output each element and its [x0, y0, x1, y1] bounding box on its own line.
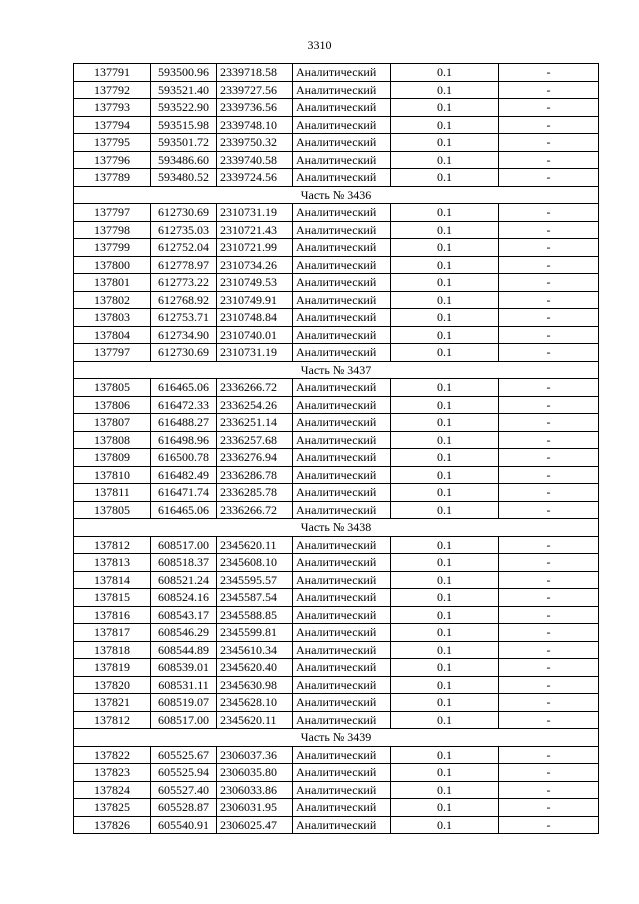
method-cell: Аналитический: [293, 449, 391, 467]
point-number-cell: 137822: [74, 746, 151, 764]
y-coordinate-cell: 2336286.78: [217, 466, 293, 484]
point-number-cell: 137795: [74, 134, 151, 152]
method-cell: Аналитический: [293, 501, 391, 519]
x-coordinate-cell: 605528.87: [151, 799, 217, 817]
point-number-cell: 137818: [74, 641, 151, 659]
table-row: [74, 326, 599, 344]
table-row: [74, 816, 599, 834]
precision-cell: 0.1: [391, 134, 499, 152]
y-coordinate-cell: 2339718.58: [217, 64, 293, 82]
section-heading: Часть № 3439: [74, 729, 599, 747]
x-coordinate-cell: 612735.03: [151, 221, 217, 239]
x-coordinate-cell: 616498.96: [151, 431, 217, 449]
y-coordinate-cell: 2345620.11: [217, 536, 293, 554]
precision-cell: 0.1: [391, 169, 499, 187]
point-number-cell: 137824: [74, 781, 151, 799]
y-coordinate-cell: 2336285.78: [217, 484, 293, 502]
table-row: [74, 466, 599, 484]
precision-cell: 0.1: [391, 466, 499, 484]
x-coordinate-cell: 612753.71: [151, 309, 217, 327]
table-row: [74, 344, 599, 362]
x-coordinate-cell: 612734.90: [151, 326, 217, 344]
precision-cell: 0.1: [391, 746, 499, 764]
description-cell: -: [499, 536, 599, 554]
point-number-cell: 137797: [74, 204, 151, 222]
point-number-cell: 137799: [74, 239, 151, 257]
method-cell: Аналитический: [293, 99, 391, 117]
point-number-cell: 137823: [74, 764, 151, 782]
precision-cell: 0.1: [391, 501, 499, 519]
description-cell: -: [499, 274, 599, 292]
y-coordinate-cell: 2306037.36: [217, 746, 293, 764]
table-row: [74, 606, 599, 624]
precision-cell: 0.1: [391, 221, 499, 239]
description-cell: -: [499, 641, 599, 659]
point-number-cell: 137796: [74, 151, 151, 169]
method-cell: Аналитический: [293, 641, 391, 659]
x-coordinate-cell: 616488.27: [151, 414, 217, 432]
description-cell: -: [499, 326, 599, 344]
point-number-cell: 137814: [74, 571, 151, 589]
method-cell: Аналитический: [293, 379, 391, 397]
precision-cell: 0.1: [391, 99, 499, 117]
section-heading-row: [74, 729, 599, 747]
description-cell: -: [499, 571, 599, 589]
y-coordinate-cell: 2345599.81: [217, 624, 293, 642]
x-coordinate-cell: 608517.00: [151, 536, 217, 554]
precision-cell: 0.1: [391, 711, 499, 729]
precision-cell: 0.1: [391, 431, 499, 449]
method-cell: Аналитический: [293, 484, 391, 502]
point-number-cell: 137808: [74, 431, 151, 449]
x-coordinate-cell: 612773.22: [151, 274, 217, 292]
point-number-cell: 137819: [74, 659, 151, 677]
table-row: [74, 676, 599, 694]
method-cell: Аналитический: [293, 256, 391, 274]
description-cell: -: [499, 554, 599, 572]
point-number-cell: 137816: [74, 606, 151, 624]
x-coordinate-cell: 612730.69: [151, 204, 217, 222]
section-heading: Часть № 3436: [74, 186, 599, 204]
table-row: [74, 484, 599, 502]
description-cell: -: [499, 239, 599, 257]
x-coordinate-cell: 593500.96: [151, 64, 217, 82]
x-coordinate-cell: 605527.40: [151, 781, 217, 799]
description-cell: -: [499, 414, 599, 432]
precision-cell: 0.1: [391, 676, 499, 694]
y-coordinate-cell: 2306031.95: [217, 799, 293, 817]
description-cell: -: [499, 606, 599, 624]
point-number-cell: 137794: [74, 116, 151, 134]
y-coordinate-cell: 2339727.56: [217, 81, 293, 99]
y-coordinate-cell: 2339748.10: [217, 116, 293, 134]
method-cell: Аналитический: [293, 326, 391, 344]
method-cell: Аналитический: [293, 799, 391, 817]
precision-cell: 0.1: [391, 291, 499, 309]
point-number-cell: 137807: [74, 414, 151, 432]
y-coordinate-cell: 2310734.26: [217, 256, 293, 274]
point-number-cell: 137805: [74, 379, 151, 397]
y-coordinate-cell: 2306025.47: [217, 816, 293, 834]
x-coordinate-cell: 616465.06: [151, 379, 217, 397]
point-number-cell: 137791: [74, 64, 151, 82]
method-cell: Аналитический: [293, 239, 391, 257]
description-cell: -: [499, 799, 599, 817]
table-row: [74, 379, 599, 397]
x-coordinate-cell: 608546.29: [151, 624, 217, 642]
table-row: [74, 694, 599, 712]
table-row: [74, 799, 599, 817]
description-cell: -: [499, 379, 599, 397]
method-cell: Аналитический: [293, 81, 391, 99]
point-number-cell: 137802: [74, 291, 151, 309]
x-coordinate-cell: 608543.17: [151, 606, 217, 624]
y-coordinate-cell: 2345620.11: [217, 711, 293, 729]
y-coordinate-cell: 2310749.53: [217, 274, 293, 292]
precision-cell: 0.1: [391, 204, 499, 222]
point-number-cell: 137811: [74, 484, 151, 502]
y-coordinate-cell: 2310740.01: [217, 326, 293, 344]
precision-cell: 0.1: [391, 781, 499, 799]
precision-cell: 0.1: [391, 764, 499, 782]
description-cell: -: [499, 291, 599, 309]
x-coordinate-cell: 612768.92: [151, 291, 217, 309]
method-cell: Аналитический: [293, 624, 391, 642]
method-cell: Аналитический: [293, 64, 391, 82]
description-cell: -: [499, 134, 599, 152]
y-coordinate-cell: 2310721.43: [217, 221, 293, 239]
table-row: [74, 624, 599, 642]
description-cell: -: [499, 256, 599, 274]
method-cell: Аналитический: [293, 344, 391, 362]
description-cell: -: [499, 781, 599, 799]
point-number-cell: 137815: [74, 589, 151, 607]
method-cell: Аналитический: [293, 816, 391, 834]
table-row: [74, 134, 599, 152]
precision-cell: 0.1: [391, 641, 499, 659]
precision-cell: 0.1: [391, 816, 499, 834]
precision-cell: 0.1: [391, 326, 499, 344]
precision-cell: 0.1: [391, 571, 499, 589]
description-cell: -: [499, 816, 599, 834]
y-coordinate-cell: 2339740.58: [217, 151, 293, 169]
section-heading-row: [74, 361, 599, 379]
point-number-cell: 137813: [74, 554, 151, 572]
point-number-cell: 137817: [74, 624, 151, 642]
x-coordinate-cell: 608517.00: [151, 711, 217, 729]
point-number-cell: 137806: [74, 396, 151, 414]
point-number-cell: 137810: [74, 466, 151, 484]
method-cell: Аналитический: [293, 134, 391, 152]
table-row: [74, 431, 599, 449]
table-row: [74, 64, 599, 82]
description-cell: -: [499, 221, 599, 239]
precision-cell: 0.1: [391, 659, 499, 677]
precision-cell: 0.1: [391, 396, 499, 414]
precision-cell: 0.1: [391, 694, 499, 712]
x-coordinate-cell: 593522.90: [151, 99, 217, 117]
description-cell: -: [499, 746, 599, 764]
point-number-cell: 137825: [74, 799, 151, 817]
description-cell: -: [499, 466, 599, 484]
description-cell: -: [499, 449, 599, 467]
y-coordinate-cell: 2345630.98: [217, 676, 293, 694]
method-cell: Аналитический: [293, 204, 391, 222]
table-row: [74, 781, 599, 799]
coordinates-table: [73, 63, 599, 834]
x-coordinate-cell: 616472.33: [151, 396, 217, 414]
table-row: [74, 571, 599, 589]
y-coordinate-cell: 2306035.80: [217, 764, 293, 782]
y-coordinate-cell: 2345628.10: [217, 694, 293, 712]
method-cell: Аналитический: [293, 606, 391, 624]
y-coordinate-cell: 2310749.91: [217, 291, 293, 309]
point-number-cell: 137804: [74, 326, 151, 344]
y-coordinate-cell: 2345588.85: [217, 606, 293, 624]
point-number-cell: 137801: [74, 274, 151, 292]
method-cell: Аналитический: [293, 291, 391, 309]
point-number-cell: 137821: [74, 694, 151, 712]
method-cell: Аналитический: [293, 536, 391, 554]
method-cell: Аналитический: [293, 589, 391, 607]
table-row: [74, 449, 599, 467]
method-cell: Аналитический: [293, 746, 391, 764]
method-cell: Аналитический: [293, 711, 391, 729]
x-coordinate-cell: 608524.16: [151, 589, 217, 607]
table-row: [74, 641, 599, 659]
precision-cell: 0.1: [391, 606, 499, 624]
table-row: [74, 536, 599, 554]
table-row: [74, 589, 599, 607]
method-cell: Аналитический: [293, 571, 391, 589]
description-cell: -: [499, 116, 599, 134]
section-heading: Часть № 3437: [74, 361, 599, 379]
precision-cell: 0.1: [391, 554, 499, 572]
y-coordinate-cell: 2339736.56: [217, 99, 293, 117]
table-row: [74, 764, 599, 782]
y-coordinate-cell: 2345620.40: [217, 659, 293, 677]
precision-cell: 0.1: [391, 274, 499, 292]
table-row: [74, 116, 599, 134]
description-cell: -: [499, 99, 599, 117]
description-cell: -: [499, 624, 599, 642]
precision-cell: 0.1: [391, 414, 499, 432]
method-cell: Аналитический: [293, 414, 391, 432]
table-row: [74, 204, 599, 222]
x-coordinate-cell: 612778.97: [151, 256, 217, 274]
x-coordinate-cell: 608539.01: [151, 659, 217, 677]
method-cell: Аналитический: [293, 431, 391, 449]
y-coordinate-cell: 2345608.10: [217, 554, 293, 572]
point-number-cell: 137800: [74, 256, 151, 274]
table-row: [74, 309, 599, 327]
description-cell: -: [499, 204, 599, 222]
x-coordinate-cell: 608521.24: [151, 571, 217, 589]
point-number-cell: 137792: [74, 81, 151, 99]
description-cell: -: [499, 344, 599, 362]
point-number-cell: 137812: [74, 711, 151, 729]
method-cell: Аналитический: [293, 151, 391, 169]
point-number-cell: 137820: [74, 676, 151, 694]
table-row: [74, 711, 599, 729]
x-coordinate-cell: 608531.11: [151, 676, 217, 694]
table-row: [74, 274, 599, 292]
y-coordinate-cell: 2336276.94: [217, 449, 293, 467]
section-heading: Часть № 3438: [74, 519, 599, 537]
method-cell: Аналитический: [293, 396, 391, 414]
y-coordinate-cell: 2310731.19: [217, 204, 293, 222]
table-row: [74, 659, 599, 677]
method-cell: Аналитический: [293, 676, 391, 694]
coordinates-table-body: [74, 64, 599, 834]
description-cell: -: [499, 694, 599, 712]
point-number-cell: 137803: [74, 309, 151, 327]
method-cell: Аналитический: [293, 274, 391, 292]
method-cell: Аналитический: [293, 694, 391, 712]
precision-cell: 0.1: [391, 589, 499, 607]
description-cell: -: [499, 711, 599, 729]
x-coordinate-cell: 605525.67: [151, 746, 217, 764]
page-number: 3310: [307, 38, 332, 52]
table-row: [74, 256, 599, 274]
table-row: [74, 291, 599, 309]
point-number-cell: 137789: [74, 169, 151, 187]
y-coordinate-cell: 2345595.57: [217, 571, 293, 589]
description-cell: -: [499, 169, 599, 187]
table-row: [74, 169, 599, 187]
precision-cell: 0.1: [391, 344, 499, 362]
table-row: [74, 501, 599, 519]
precision-cell: 0.1: [391, 116, 499, 134]
precision-cell: 0.1: [391, 309, 499, 327]
x-coordinate-cell: 593480.52: [151, 169, 217, 187]
y-coordinate-cell: 2310721.99: [217, 239, 293, 257]
description-cell: -: [499, 589, 599, 607]
y-coordinate-cell: 2345587.54: [217, 589, 293, 607]
point-number-cell: 137797: [74, 344, 151, 362]
section-heading-row: [74, 519, 599, 537]
x-coordinate-cell: 612752.04: [151, 239, 217, 257]
section-heading-row: [74, 186, 599, 204]
method-cell: Аналитический: [293, 221, 391, 239]
y-coordinate-cell: 2336266.72: [217, 379, 293, 397]
table-row: [74, 746, 599, 764]
x-coordinate-cell: 608544.89: [151, 641, 217, 659]
x-coordinate-cell: 605525.94: [151, 764, 217, 782]
description-cell: -: [499, 431, 599, 449]
y-coordinate-cell: 2336266.72: [217, 501, 293, 519]
method-cell: Аналитический: [293, 116, 391, 134]
precision-cell: 0.1: [391, 484, 499, 502]
description-cell: -: [499, 659, 599, 677]
description-cell: -: [499, 396, 599, 414]
y-coordinate-cell: 2306033.86: [217, 781, 293, 799]
y-coordinate-cell: 2336257.68: [217, 431, 293, 449]
table-row: [74, 81, 599, 99]
table-row: [74, 99, 599, 117]
description-cell: -: [499, 64, 599, 82]
point-number-cell: 137812: [74, 536, 151, 554]
x-coordinate-cell: 612730.69: [151, 344, 217, 362]
description-cell: -: [499, 676, 599, 694]
table-row: [74, 151, 599, 169]
precision-cell: 0.1: [391, 239, 499, 257]
point-number-cell: 137826: [74, 816, 151, 834]
point-number-cell: 137805: [74, 501, 151, 519]
table-row: [74, 554, 599, 572]
table-row: [74, 414, 599, 432]
x-coordinate-cell: 616465.06: [151, 501, 217, 519]
point-number-cell: 137809: [74, 449, 151, 467]
precision-cell: 0.1: [391, 799, 499, 817]
point-number-cell: 137798: [74, 221, 151, 239]
method-cell: Аналитический: [293, 781, 391, 799]
x-coordinate-cell: 616500.78: [151, 449, 217, 467]
table-row: [74, 239, 599, 257]
method-cell: Аналитический: [293, 466, 391, 484]
method-cell: Аналитический: [293, 169, 391, 187]
precision-cell: 0.1: [391, 256, 499, 274]
x-coordinate-cell: 593501.72: [151, 134, 217, 152]
table-row: [74, 221, 599, 239]
precision-cell: 0.1: [391, 81, 499, 99]
y-coordinate-cell: 2336254.26: [217, 396, 293, 414]
precision-cell: 0.1: [391, 449, 499, 467]
x-coordinate-cell: 593486.60: [151, 151, 217, 169]
point-number-cell: 137793: [74, 99, 151, 117]
precision-cell: 0.1: [391, 536, 499, 554]
precision-cell: 0.1: [391, 379, 499, 397]
x-coordinate-cell: 593521.40: [151, 81, 217, 99]
method-cell: Аналитический: [293, 659, 391, 677]
precision-cell: 0.1: [391, 151, 499, 169]
description-cell: -: [499, 501, 599, 519]
method-cell: Аналитический: [293, 309, 391, 327]
y-coordinate-cell: 2345610.34: [217, 641, 293, 659]
y-coordinate-cell: 2339750.32: [217, 134, 293, 152]
x-coordinate-cell: 616482.49: [151, 466, 217, 484]
x-coordinate-cell: 605540.91: [151, 816, 217, 834]
x-coordinate-cell: 593515.98: [151, 116, 217, 134]
description-cell: -: [499, 81, 599, 99]
x-coordinate-cell: 608518.37: [151, 554, 217, 572]
y-coordinate-cell: 2339724.56: [217, 169, 293, 187]
description-cell: -: [499, 151, 599, 169]
precision-cell: 0.1: [391, 64, 499, 82]
description-cell: -: [499, 764, 599, 782]
y-coordinate-cell: 2310748.84: [217, 309, 293, 327]
y-coordinate-cell: 2336251.14: [217, 414, 293, 432]
precision-cell: 0.1: [391, 624, 499, 642]
table-row: [74, 396, 599, 414]
x-coordinate-cell: 616471.74: [151, 484, 217, 502]
method-cell: Аналитический: [293, 554, 391, 572]
description-cell: -: [499, 309, 599, 327]
method-cell: Аналитический: [293, 764, 391, 782]
y-coordinate-cell: 2310731.19: [217, 344, 293, 362]
x-coordinate-cell: 608519.07: [151, 694, 217, 712]
description-cell: -: [499, 484, 599, 502]
